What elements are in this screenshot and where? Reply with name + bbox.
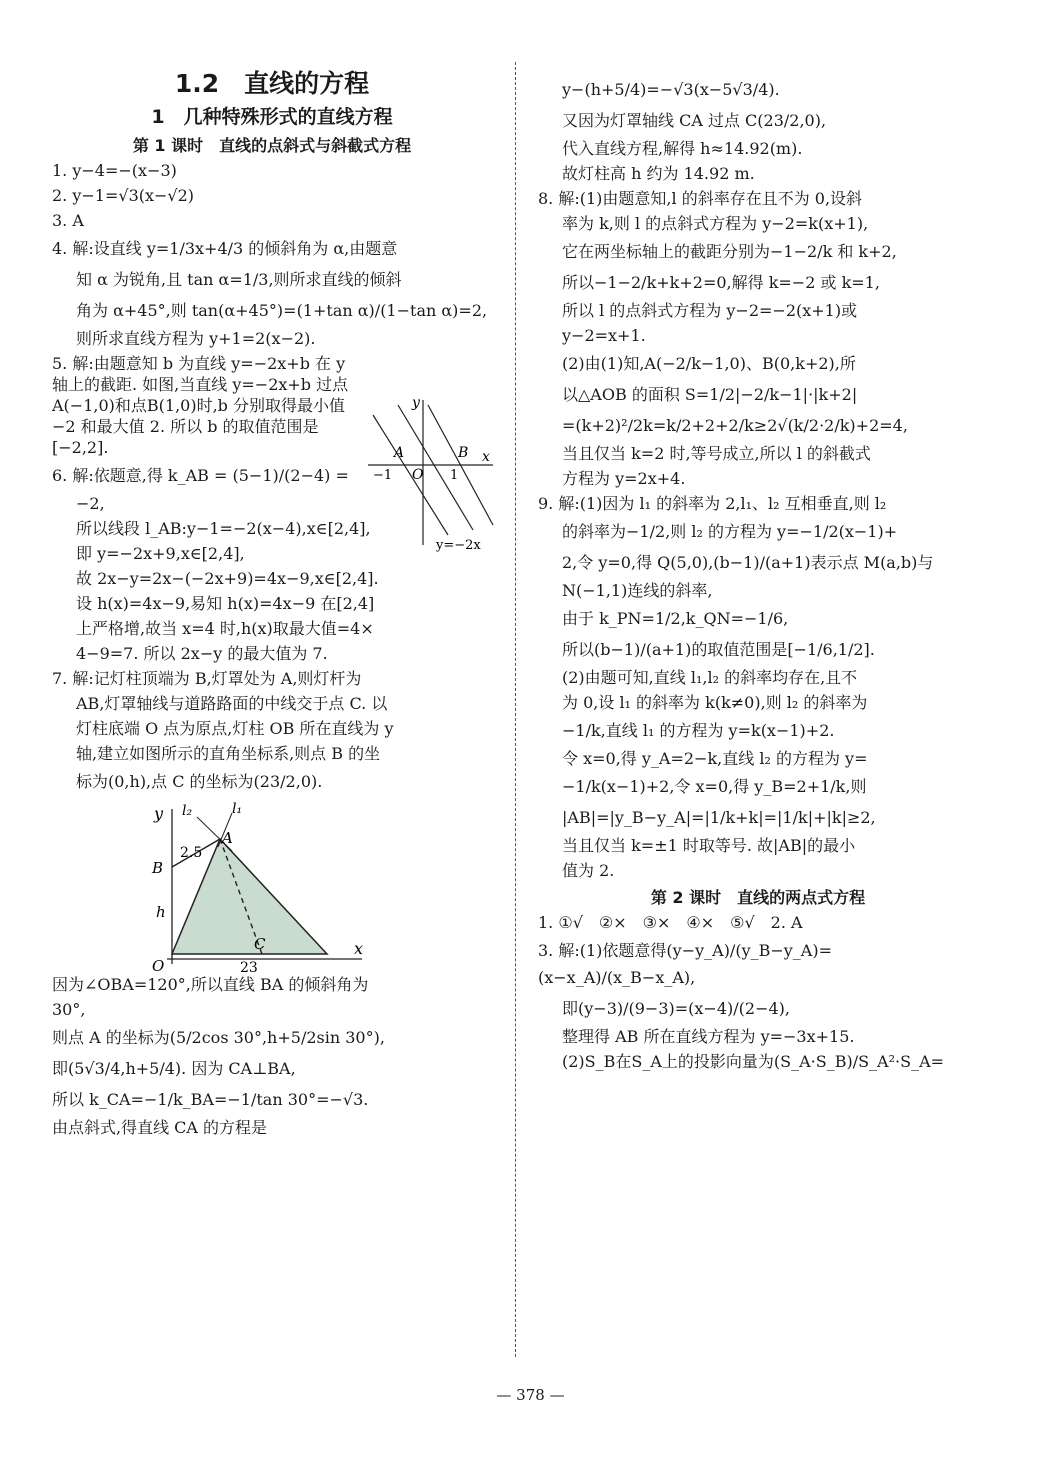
point-A: A	[222, 829, 233, 847]
arm-length: 2.5	[180, 845, 203, 861]
answer-9-line11: −1/k(x−1)+2,令 x=0,得 y_B=2+1/k,则	[562, 777, 867, 796]
answer-7-cont-1: y−(h+5/4)=−√3(x−5√3/4).	[562, 80, 780, 99]
answer-6-line3: 所以线段 l_AB:y−1=−2(x−4),x∈[2,4],	[76, 519, 371, 538]
left-column	[52, 58, 492, 1142]
answer-9-line5: 由于 k_PN=1/2,k_QN=−1/6,	[562, 609, 789, 628]
lesson2-answer-3-line3: 整理得 AB 所在直线方程为 y=−3x+15.	[562, 1027, 855, 1046]
answer-9-line13: 当且仅当 k=±1 时取等号. 故|AB|的最小	[562, 836, 856, 855]
section-title: 1.2 直线的方程	[174, 69, 370, 98]
answer-5: 5. 解:由题意知 b 为直线 y=−2x+b 在 y 轴上的截距. 如图,当直线 y=−2x+b 过点 A(−1,0)和点B(1,0)时,b 分别取得最小值−2 和最大值 2. 所以 b 的取值范围是[−2,2].	[52, 354, 349, 457]
answer-8-line7: (2)由(1)知,A(−2/k−1,0)、B(0,k+2),所	[562, 354, 856, 373]
answer-8-line1: 8. 解:(1)由题意知,l 的斜率存在且不为 0,设斜	[538, 189, 863, 208]
lesson2-answer-3-line4: (2)S_B在S_A上的投影向量为(S_A·S_B)/S_A²·S_A=	[562, 1052, 945, 1071]
subsection-title: 1 几种特殊形式的直线方程	[151, 106, 393, 128]
answer-8-line5: 所以 l 的点斜式方程为 y−2=−2(x+1)或	[562, 301, 858, 320]
right-column	[538, 76, 978, 1076]
lesson2-answer-3-line2: 即(y−3)/(9−3)=(x−4)/(2−4),	[562, 999, 790, 1018]
label-l2: l₂	[182, 803, 193, 819]
answer-9-line9: −1/k,直线 l₁ 的方程为 y=k(x−1)+2.	[562, 721, 835, 740]
lesson2-answer-3-line1: 3. 解:(1)依题意得(y−y_A)/(y_B−y_A)=(x−x_A)/(x_B−x_A),	[538, 941, 833, 987]
answer-7-line2: AB,灯罩轴线与道路路面的中线交于点 C. 以	[76, 694, 388, 713]
answer-8-line8: 以△AOB 的面积 S=1/2|−2/k−1|·|k+2|	[562, 385, 858, 404]
point-B: B	[458, 445, 469, 461]
answer-3: 3. A	[52, 211, 84, 230]
answer-6-line1: 6. 解:依题意,得 k_AB = (5−1)/(2−4) =	[52, 466, 349, 485]
answer-9-line12: |AB|=|y_B−y_A|=|1/k+k|=|1/k|+|k|≥2,	[562, 808, 876, 827]
axis-x-label: x	[354, 939, 364, 958]
answer-7-cont-4: 故灯柱高 h 约为 14.92 m.	[562, 164, 755, 183]
axis-y-label: y	[154, 804, 164, 823]
answer-7-line4: 轴,建立如图所示的直角坐标系,则点 B 的坐	[76, 744, 381, 763]
point-B: B	[152, 859, 164, 877]
answer-6-line4: 即 y=−2x+9,x∈[2,4],	[76, 544, 245, 563]
answer-7-line7: 30°,	[52, 1000, 86, 1019]
answer-9-line6: 所以(b−1)/(a+1)的取值范围是[−1/6,1/2].	[562, 640, 875, 659]
point-A: A	[394, 445, 405, 461]
point-C: C	[254, 935, 266, 953]
answer-4-line1: 4. 解:设直线 y=1/3x+4/3 的倾斜角为 α,由题意	[52, 239, 398, 258]
axis-y-label: y	[412, 395, 420, 411]
axis-x-label: x	[482, 449, 490, 465]
answer-9-line3: 2,令 y=0,得 Q(5,0),(b−1)/(a+1)表示点 M(a,b)与	[562, 553, 934, 572]
column-divider	[515, 62, 516, 1357]
answer-8-line9: =(k+2)²/2k=k/2+2+2/k≥2√(k/2·2/k)+2=4,	[562, 416, 908, 435]
tick-minus-one: −1	[373, 468, 393, 483]
answer-9-line14: 值为 2.	[562, 861, 615, 880]
answer-1: 1. y−4=−(x−3)	[52, 161, 177, 180]
parallel-lines-diagram	[368, 395, 498, 555]
answer-9-line1: 9. 解:(1)因为 l₁ 的斜率为 2,l₁、l₂ 互相垂直,则 l₂	[538, 494, 887, 513]
line-label: y=−2x	[436, 538, 481, 553]
answer-7-line11: 由点斜式,得直线 CA 的方程是	[52, 1118, 268, 1137]
answer-4-line3: 角为 α+45°,则 tan(α+45°)=(1+tan α)/(1−tan α)=2,	[76, 301, 488, 320]
answer-8-line10: 当且仅当 k=2 时,等号成立,所以 l 的斜截式	[562, 444, 871, 463]
figure-lines	[368, 395, 498, 559]
lesson2-title: 第 2 课时 直线的两点式方程	[650, 888, 866, 907]
streetlight-diagram	[122, 799, 382, 974]
page-number: — 378 —	[496, 1386, 565, 1404]
answer-8-line6: y−2=x+1.	[562, 326, 646, 345]
tick-one: 1	[450, 468, 459, 483]
answer-6-line2: −2,	[76, 494, 105, 513]
answer-8-line3: 它在两坐标轴上的截距分别为−1−2/k 和 k+2,	[562, 242, 897, 261]
answer-8-line2: 率为 k,则 l 的点斜式方程为 y−2=k(x+1),	[562, 214, 869, 233]
answer-9-line2: 的斜率为−1/2,则 l₂ 的方程为 y=−1/2(x−1)+	[562, 522, 898, 541]
answer-7-line10: 所以 k_CA=−1/k_BA=−1/tan 30°=−√3.	[52, 1090, 369, 1109]
answer-9-line7: (2)由题可知,直线 l₁,l₂ 的斜率均存在,且不	[562, 668, 858, 687]
answer-8-line11: 方程为 y=2x+4.	[562, 469, 686, 488]
answer-6-line6: 设 h(x)=4x−9,易知 h(x)=4x−9 在[2,4]	[76, 594, 375, 613]
base-length: 23	[240, 960, 258, 974]
lesson1-title: 第 1 课时 直线的点斜式与斜截式方程	[132, 136, 412, 155]
answer-7-line6: 因为∠OBA=120°,所以直线 BA 的倾斜角为	[52, 975, 369, 994]
answer-6-line8: 4−9=7. 所以 2x−y 的最大值为 7.	[76, 644, 328, 663]
lesson2-answers-1-2: 1. ①√ ②× ③× ④× ⑤√ 2. A	[538, 913, 803, 932]
answer-7-line8: 则点 A 的坐标为(5/2cos 30°,h+5/2sin 30°),	[52, 1028, 385, 1047]
answer-6-line5: 故 2x−y=2x−(−2x+9)=4x−9,x∈[2,4].	[76, 569, 379, 588]
answer-7-line9: 即(5√3/4,h+5/4). 因为 CA⊥BA,	[52, 1059, 296, 1078]
answer-4-line4: 则所求直线方程为 y+1=2(x−2).	[76, 329, 316, 348]
answer-9-line10: 令 x=0,得 y_A=2−k,直线 l₂ 的方程为 y=	[562, 749, 868, 768]
figure-streetlight	[122, 799, 492, 974]
answer-7-line1: 7. 解:记灯柱顶端为 B,灯罩处为 A,则灯杆为	[52, 669, 362, 688]
answer-9-line8: 为 0,设 l₁ 的斜率为 k(k≠0),则 l₂ 的斜率为	[562, 693, 868, 712]
answer-9-line4: N(−1,1)连线的斜率,	[562, 581, 713, 600]
answer-7-line5: 标为(0,h),点 C 的坐标为(23/2,0).	[76, 772, 323, 791]
point-O: O	[152, 957, 165, 974]
answer-4-line2: 知 α 为锐角,且 tan α=1/3,则所求直线的倾斜	[76, 270, 402, 289]
answer-2: 2. y−1=√3(x−√2)	[52, 186, 195, 205]
answer-8-line4: 所以−1−2/k+k+2=0,解得 k=−2 或 k=1,	[562, 273, 880, 292]
answer-7-line3: 灯柱底端 O 点为原点,灯柱 OB 所在直线为 y	[76, 719, 394, 738]
answer-7-cont-2: 又因为灯罩轴线 CA 过点 C(23/2,0),	[562, 111, 827, 130]
label-l1: l₁	[232, 801, 243, 817]
height-h: h	[156, 903, 166, 921]
answer-6-line7: 上严格增,故当 x=4 时,h(x)取最大值=4×	[76, 619, 374, 638]
point-O: O	[412, 467, 424, 483]
answer-7-cont-3: 代入直线方程,解得 h≈14.92(m).	[562, 139, 803, 158]
